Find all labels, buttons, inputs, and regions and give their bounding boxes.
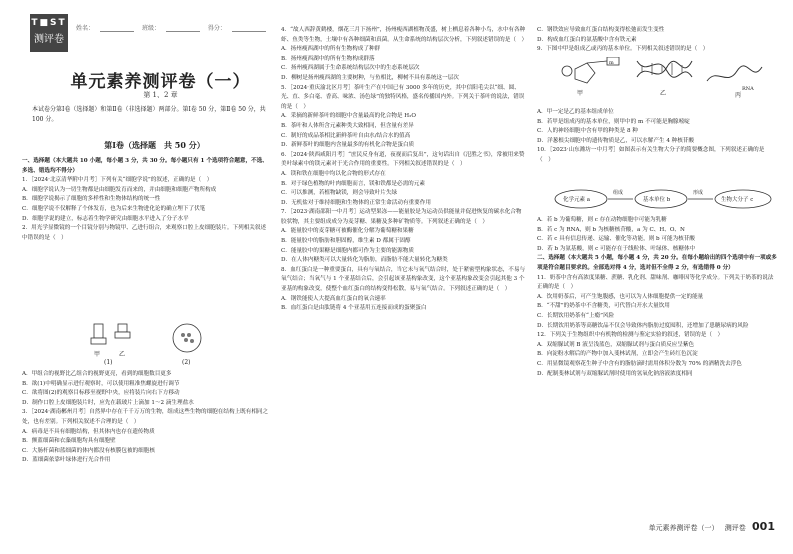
- score-label: 得分：: [207, 25, 226, 32]
- option-text: C．用显微镜观察花生种子中含有的脂肪滴时需用体积分数为 70% 的酒精洗去浮色: [537, 360, 742, 367]
- column-right: [537, 0, 777, 554]
- option-text: D．长期饮用奶茶等高糖饮品不仅会导致体内脂肪过度囤积，还增加了患糖尿病的风险: [537, 322, 749, 329]
- option-text: B．向淀粉水解后的产物中加入斐林试剂，立即会产生砖红色沉淀: [537, 351, 698, 358]
- page-subtitle: 第 1、2 章: [143, 91, 178, 99]
- option-text: A．病毒是不具有细胞结构，但其体内也存在遗传物质: [22, 428, 155, 435]
- concept-elements: 化学元素 a: [563, 197, 591, 203]
- option-text: B．血红蛋白是由肽链将 4 个亚基用五连接而成的蛋聚蛋白: [281, 305, 427, 312]
- page-number: 001: [752, 520, 775, 533]
- option-text: C．长期饮用奶茶有“上瘾”风险: [537, 312, 615, 319]
- question-text: 3．［2024·湖南郴州月考］自然界中存在千千万万的生物，组成这些生物的细胞在结构上既有相同之处，也有差别。下列相关叙述不合理的是（ ）: [22, 409, 269, 425]
- question-text: 5．［2024·重庆渝北区月考］茶叶生产在中国已有 3000 多年的历史，其中信阳毛尖以“细、圆、光、直、多白毫、香高、味浓、汤色绿”的独特风格，盛名传播国内外。下列关于茶叶的说法，错误的是（ ）: [281, 84, 525, 110]
- label-b: 乙: [119, 351, 126, 358]
- option-text: B．细胞学说揭示了细胞的多样性和生物体结构的统一性: [22, 196, 161, 203]
- option-text: A．饮用奶茶后，可产生饱腹感，也可以为人体细胞提供一定的能量: [537, 293, 704, 300]
- question-text: 1．［2024·北京清华附中月考］下列有关“细胞学说”的叙述，正确的是（ ）: [22, 177, 213, 184]
- rna-strand: [707, 66, 762, 81]
- option-text: B．能量胶中的脂肪和胆固醇，维生素 D 都属于固醇: [281, 238, 411, 245]
- student-info-fields: [76, 23, 272, 32]
- option-text: A．若 b 为葡萄糖，则 c 存在动物细胞中可能为乳糖: [537, 217, 667, 223]
- question-text: 10．［2023·山东潍坊一中月考］如图表示有关生物大分子的简要概念图，下列叙述正确的是（ ）: [537, 147, 765, 163]
- column-left: [22, 0, 270, 554]
- option-text: B．颤蓝细菌和衣藻细胞均具有细胞壁: [22, 438, 116, 445]
- footer-tag: 测评卷: [724, 524, 746, 532]
- option-text: D．柳树是扬州瘦西湖的主要树种，与鱼相比，柳树不具有系统这一层次: [281, 74, 459, 81]
- option-text: B．茶叶和人体所含元素种类大致相同，但含量有差异: [281, 122, 414, 129]
- caption-2: (2): [182, 359, 191, 365]
- option-text: D．构成血红蛋白的氨基酸中含有铁元素: [537, 36, 637, 43]
- part-heading: 第Ⅰ卷（选择题 共 50 分）: [104, 140, 205, 150]
- option-text: C．能量胶中的果糖是细胞内都可作为主要的能源物质: [281, 247, 414, 254]
- question-text: 11．奶茶中含有高浓度果糖、蔗糖、乳化剂、甜味剂、咖啡因等化学成分。下列关于奶茶的说法正确的是（ ）: [537, 274, 774, 291]
- column-middle: [281, 0, 527, 554]
- caption-jia: 甲: [577, 90, 584, 97]
- option-text: D．制作口腔上皮细胞装片时，应先在载玻片上滴加 1～2 滴生理盐水: [22, 399, 194, 406]
- concept-macro: 生物大分子 c: [721, 197, 754, 203]
- name-line[interactable]: [100, 25, 134, 32]
- view-field: [173, 324, 201, 352]
- option-text: B．“不甜”的奶茶中不含糖类，可代替白开水大量饮用: [537, 303, 670, 310]
- test-badge: [30, 14, 68, 52]
- concept-arrow-compose: 组成: [613, 190, 624, 196]
- badge-line2: 测评卷: [34, 34, 64, 45]
- option-text: C．人的神经细胞中含有甲的种类是 8 种: [537, 128, 638, 135]
- option-text: A．细胞学说认为一切生物都是由细胞发育而来的，并由细胞和细胞产物所构成: [22, 186, 217, 193]
- concept-unit: 基本单位 b: [643, 197, 671, 203]
- helix-strand-1: [637, 61, 692, 77]
- questions-block-1: [22, 157, 270, 243]
- caption-1: (1): [104, 359, 113, 365]
- option-text: A．镁和铁在细胞中均以化合物的形式存在: [281, 170, 386, 177]
- option-text: A．能量胶中的麦芽糖可被酶催化分解为葡萄糖和果糖: [281, 228, 414, 235]
- option-text: B．对于绿色植物的叶肉细胞而言，镁和铁都是必需的元素: [281, 180, 425, 187]
- class-line[interactable]: [166, 25, 200, 32]
- question-text: 4．“故人西辞黄鹤楼，烟花三月下扬州”，扬州瘦西湖植物茂盛，树上栖息着各种小鸟，水中有各种虾、鱼类等生物，土壤中有各种细菌和真菌。从生命系统的结构层次分析，下列叙述错误的是（ ）: [281, 27, 528, 43]
- label-a: 甲: [94, 351, 101, 358]
- concept-arrow-form: 形成: [693, 190, 704, 196]
- page-footer: [649, 520, 775, 533]
- option-text: D．无机盐对于维持细胞和生物体的正常生命活动有重要作用: [281, 199, 431, 206]
- question-text: 6．［2024·陕西咸阳月考］“庶民反身有道，夜视而后复出”，这句话出自《氾胜之书》，常被用来赞美叶绿素中的镁元素对于光合作用的重要性。下列相关叙述错误的是（ ）: [281, 151, 525, 168]
- option-text: C．扬州瘦西湖属于生命系统结构层次中的生态系统层次: [281, 65, 420, 72]
- option-text: B．扬州瘦西湖中的所有生物构成群落: [281, 55, 375, 62]
- exam-note: 本试卷分第Ⅰ卷（选择题）和第Ⅱ卷（非选择题）两部分。第Ⅰ卷 50 分，第Ⅱ卷 50 分，共 100 分。: [32, 106, 266, 123]
- option-text: A．采摘的新鲜茶叶的细胞中含量最高的化合物是 H₂O: [281, 113, 416, 120]
- option-text: C．大肠杆菌和蓝细菌的体内都没有核膜包被的细胞核: [22, 447, 155, 454]
- microscope-figure: [82, 320, 232, 365]
- objective-a: [94, 324, 103, 338]
- option-text: C．可以推测，若植物缺镁，则会导致叶片失绿: [281, 190, 398, 197]
- option-text: A．甲组合的视野比乙组合的视野更亮，看到的细胞数目更多: [22, 371, 172, 377]
- option-text: D．若 b 为氨基酸，则 c 可能存在于线粒体、叶绿体、核糖体中: [537, 245, 696, 252]
- question-text: 2．用光学显微镜的一个目镜分别与物镜甲、乙进行组合，来观察口腔上皮细胞装片。下列相关叙述中错误的是（ ）: [22, 225, 267, 241]
- page-title: 单元素养测评卷（一）: [70, 72, 251, 92]
- questions-block-3: [281, 26, 527, 314]
- caption-yi: 乙: [660, 90, 667, 97]
- option-text: A．钢铁能使人大提高血红蛋白的氧合速率: [281, 295, 386, 302]
- questions-block-6: [537, 216, 777, 379]
- option-text: C．若 c 具有信息传递、运输、催化等功能，则 b 可能为核苷酸: [537, 236, 695, 243]
- question-text: 9．下图中甲是组成乙或丙的基本单位。下列相关叙述错误的是（ ）: [537, 46, 709, 53]
- option-text: D．细胞学说的建立，标志着生物学研究由细胞水平进入了分子水平: [22, 215, 189, 222]
- objective-b: [118, 324, 127, 332]
- option-text: C．钢铁效应导致血红蛋白结构变得松弛而发生变性: [537, 27, 665, 33]
- option-text: D．蓝细菌依靠叶绿体进行光合作用: [22, 457, 111, 464]
- section-heading: 一、选择题（本大题共 10 小题，每小题 3 分，共 30 分。每小题只有 1 个选项符合题意，不选、多选、错选均不得分）: [22, 158, 268, 174]
- option-text: C．欲将图(2)的观察目标移至视野中央，应将装片向右下方移动: [22, 390, 180, 397]
- option-text: B．若甲是组成丙的基本单位，则甲中的 m 不可能是胸腺嘧啶: [537, 118, 690, 125]
- sugar-shape: [575, 63, 595, 83]
- nucleotide-figure: [557, 57, 767, 103]
- caption-bing: 丙: [735, 92, 742, 99]
- name-label: 姓名：: [76, 25, 95, 32]
- class-label: 班级：: [141, 25, 160, 32]
- helix-strand-2: [637, 61, 692, 77]
- option-text: D．新鲜茶叶的细胞内含量最多的有机化合物是蛋白质: [281, 142, 415, 149]
- question-text: 12．下列关于生物组织中有机物的检测与鉴定实验的叙述，错误的是（ ）: [537, 332, 724, 339]
- m-label: m: [609, 60, 614, 66]
- section-heading: 二、选择题（本大题共 5 小题，每小题 4 分，共 20 分。在每小题给出的四个选项中有一项或多项是符合题目要求的。全部选对得 4 分，选对但不全得 2 分，有选错得 0 分）: [537, 255, 777, 271]
- questions-block-2: [22, 370, 270, 466]
- option-text: A．双缩脲试剂 B 液呈浅蓝色，双缩脲试剂与蛋白质反应呈紫色: [537, 341, 695, 348]
- option-text: A．甲一定是乙的基本组成单位: [537, 109, 614, 115]
- option-text: C．细胞学说不仅解释了个体发育，也为后来生物进化论的确立埋下了伏笔: [22, 205, 206, 212]
- option-text: A．扬州瘦西湖中的所有生物构成了种群: [281, 46, 381, 53]
- option-text: D．配制斐林试剂与双缩脲试剂时使用的氢氧化钠溶液浓度相同: [537, 370, 693, 377]
- questions-block-4: [537, 26, 777, 55]
- footer-title: 单元素养测评卷（一）: [648, 524, 719, 532]
- option-text: D．洋葱根尖细胞中的遗传物质是乙，可以水解产生 4 种核苷酸: [537, 137, 695, 144]
- questions-block-5: [537, 108, 777, 166]
- question-text: 8．血红蛋白是一种重要蛋白，具有与氧结合，当它未与氧气结合时，处于紧密型构象状态，不易与氧气结合；当氧气与 1 个亚基结合后，会引起该亚基构象改变，这个亚基构象改变会引起其他 3 个亚基的构象改变，使整个血红蛋白的结构变得松散，易与氧气结合。下列叙述正确的是（ ）: [281, 266, 526, 293]
- concept-map: [553, 185, 773, 213]
- option-text: B．欲(1)中明确显示进行观察时，可以使用粗准焦螺旋进行调节: [22, 380, 180, 387]
- rna-label: RNA: [742, 86, 754, 92]
- badge-line1: T■ST: [31, 18, 67, 28]
- option-text: C．制好的成品茶相比新鲜茶叶自由水/结合水的值高: [281, 132, 411, 139]
- option-text: D．在人体内糖类可以大量转化为脂肪，而脂肪不能大量转化为糖类: [281, 257, 448, 264]
- question-text: 7．［2023·湖南邵阳一中月考］运动型果冻——能量胶是为运动员供能量并促进恢复的碳水化合物胶状物，其主要组成成分为麦芽糖、果糖及多种矿物质等。下列叙述正确的是（ ）: [281, 209, 522, 225]
- option-text: B．若 c 为 RNA，则 b 为核糖核苷酸，a 为 C、H、O、N: [537, 226, 685, 233]
- score-line[interactable]: [232, 25, 266, 32]
